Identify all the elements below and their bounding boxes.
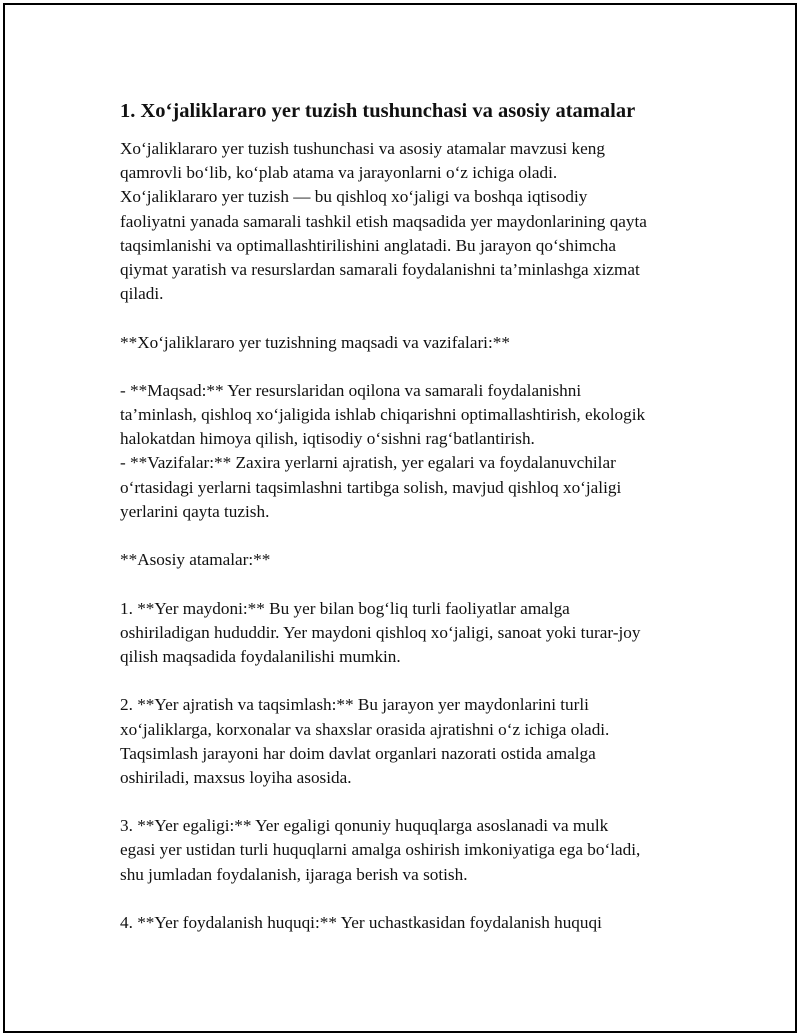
blank-line (120, 524, 700, 548)
text-line: taqsimlanishi va optimallashtirilishini anglatadi. Bu jarayon qo‘shimcha (120, 235, 616, 255)
term-item-2: 2. **Yer ajratish va taqsimlash:** Bu jarayon yer maydonlarini turli (120, 695, 589, 715)
list-item-goal: - **Maqsad:** Yer resurslaridan oqilona va samarali foydalanishni (120, 380, 582, 400)
blank-line (120, 669, 700, 693)
text-line: Xo‘jaliklararo yer tuzish tushunchasi va asosiy atamalar mavzusi keng (120, 139, 605, 158)
blank-line (120, 355, 700, 379)
list-item-tasks: - **Vazifalar:** Zaxira yerlarni ajratish, yer egalari va foydalanuvchilar (120, 453, 616, 473)
blank-line (120, 306, 700, 330)
text-line: oshiriladigan hududdir. Yer maydoni qishloq xo‘jaligi, sanoat yoki turar-joy (120, 622, 641, 642)
text-line: faoliyatni yanada samarali tashkil etish maqsadida yer maydonlarining qayta (120, 211, 647, 231)
subheading-goals: **Xo‘jaliklararo yer tuzishning maqsadi va vazifalari:** (120, 332, 510, 352)
text-line: oshiriladi, maxsus loyiha asosida. (120, 767, 352, 787)
page-frame (3, 3, 797, 1033)
section-heading: 1. Xo‘jaliklararo yer tuzish tushunchasi va asosiy atamalar (120, 100, 636, 122)
text-line: qiymat yaratish va resurslardan samarali foydalanishni ta’minlashga xizmat (120, 259, 640, 279)
blank-line (120, 887, 700, 911)
text-line: Taqsimlash jarayoni har doim davlat organlari nazorati ostida amalga (120, 743, 596, 763)
term-item-4: 4. **Yer foydalanish huquqi:** Yer uchastkasidan foydalanish huquqi (120, 913, 602, 932)
document-body (120, 97, 700, 935)
text-line: qilish maqsadida foydalanilishi mumkin. (120, 646, 401, 666)
text-line: qiladi. (120, 284, 164, 304)
blank-line (120, 790, 700, 814)
term-item-1: 1. **Yer maydoni:** Bu yer bilan bog‘liq turli faoliyatlar amalga (120, 598, 570, 618)
text-line: yerlarini qayta tuzish. (120, 501, 270, 521)
text-line: shu jumladan foydalanish, ijaraga berish va sotish. (120, 864, 468, 884)
subheading-terms: **Asosiy atamalar:** (120, 550, 271, 570)
term-item-3: 3. **Yer egaligi:** Yer egaligi qonuniy huquqlarga asoslanadi va mulk (120, 816, 609, 836)
text-line: qamrovli bo‘lib, ko‘plab atama va jarayonlarni o‘z ichiga oladi. (120, 163, 558, 183)
text-line: o‘rtasidagi yerlarni taqsimlashni tartibga solish, mavjud qishloq xo‘jaligi (120, 477, 622, 497)
text-line: halokatdan himoya qilish, iqtisodiy o‘sishni rag‘batlantirish. (120, 429, 535, 449)
text-line: xo‘jaliklarga, korxonalar va shaxslar orasida ajratishni o‘z ichiga oladi. (120, 719, 610, 739)
text-line: ta’minlash, qishloq xo‘jaligida ishlab chiqarishni optimallashtirish, ekologik (120, 405, 646, 425)
text-line: egasi yer ustidan turli huquqlarni amalga oshirish imkoniyatiga ega bo‘ladi, (120, 840, 641, 860)
body-text (120, 137, 700, 935)
blank-line (120, 572, 700, 596)
text-line: Xo‘jaliklararo yer tuzish — bu qishloq xo‘jaligi va boshqa iqtisodiy (120, 187, 588, 207)
